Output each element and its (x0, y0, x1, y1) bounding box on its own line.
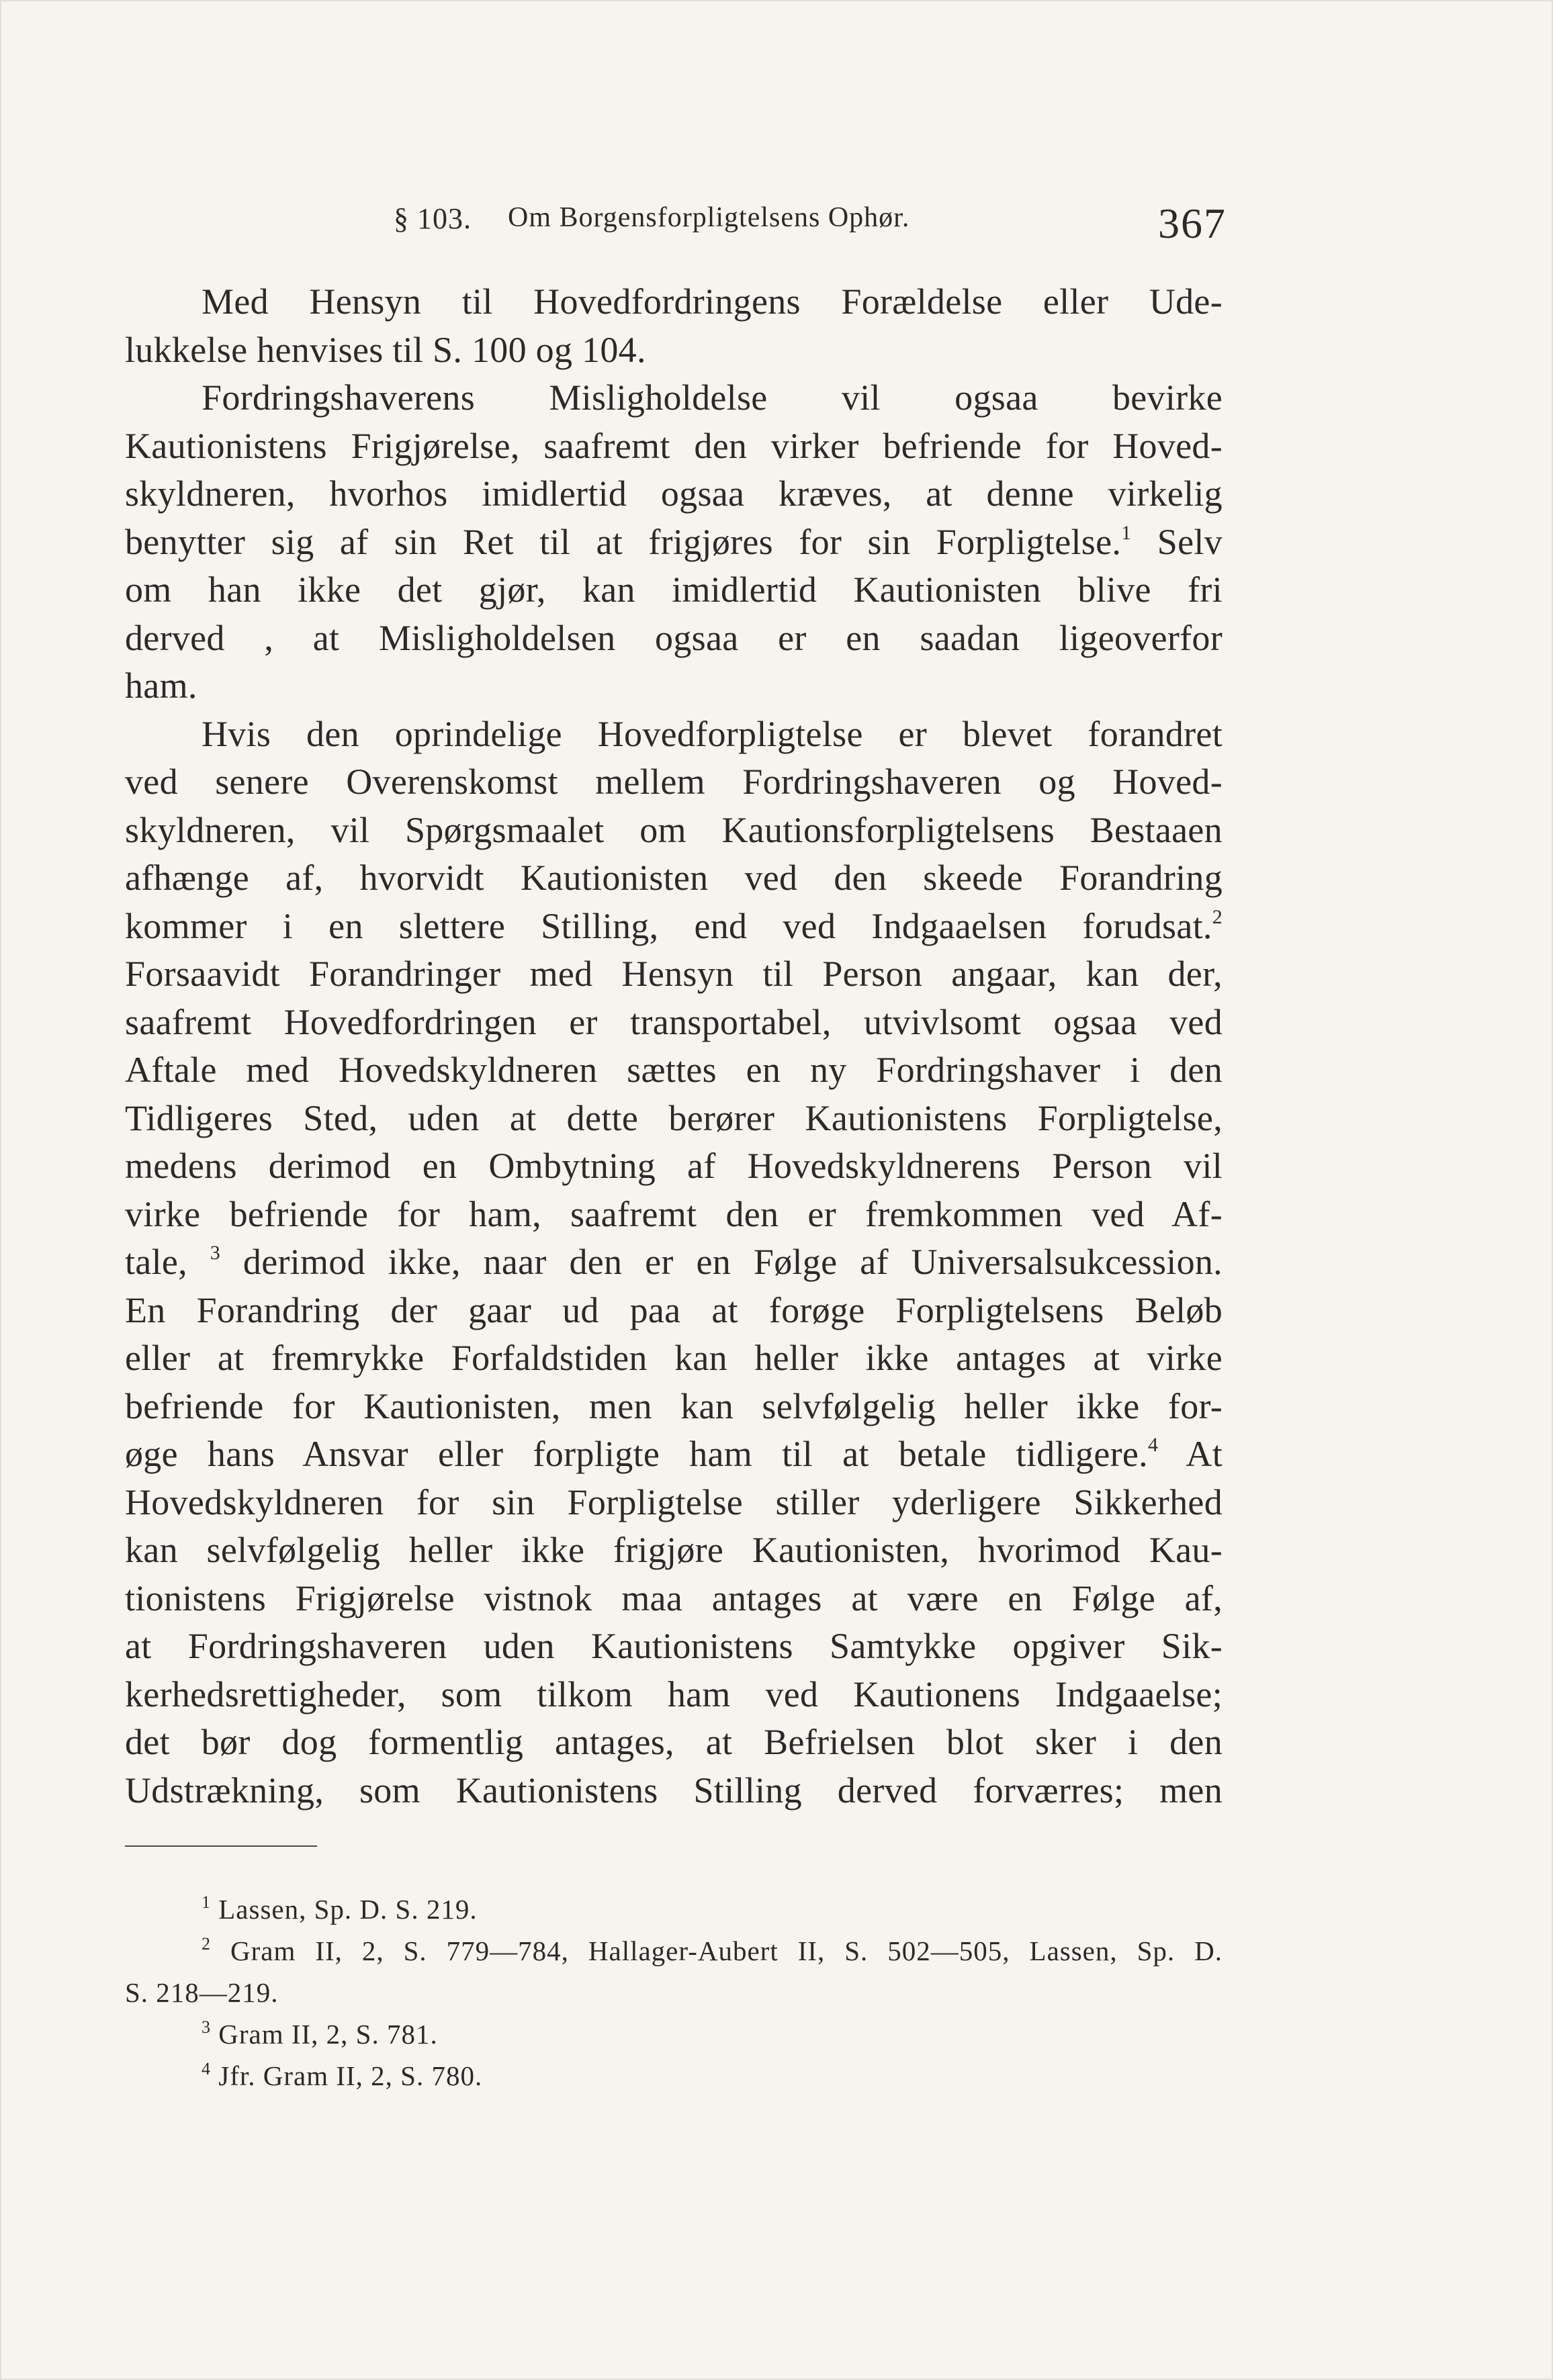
footnote-text: Jfr. Gram II, 2, S. 780. (218, 2060, 483, 2091)
text-line (125, 1238, 1223, 1287)
text-line (125, 518, 1223, 567)
text-segment: derimod ikke, naar den er en Følge af Universalsukcession. (242, 1242, 1223, 1282)
text-line: medens derimod en Ombytning af Hovedskyldnerens Person vil (125, 1146, 1223, 1186)
text-line: eller at fremrykke Forfaldstiden kan heller ikke antages at virke (125, 1338, 1223, 1378)
text-line: skyldneren, vil Spørgsmaalet om Kautionsforpligtelsens Bestaaen (125, 809, 1223, 850)
text-segment: Selv (1157, 521, 1223, 562)
text-line: kerhedsrettigheder, som tilkom ham ved Kautionens Indgaaelse; (125, 1674, 1223, 1714)
running-title: Om Borgensforpligtelsens Ophør. (508, 202, 910, 233)
footnote-continuation: S. 218—219. (125, 1977, 279, 2008)
footnote-text: Gram II, 2, S. 779—784, Hallager-Aubert II, S. 502—505, Lassen, Sp. D. (230, 1935, 1223, 1966)
text-line: befriende for Kautionisten, men kan selvfølgelig heller ikke for- (125, 1385, 1223, 1426)
section-number: § 103. (394, 202, 472, 235)
text-line: skyldneren, hvorhos imidlertid ogsaa kræves, at denne virkelig (125, 473, 1223, 514)
footnote-mark: 2 (1212, 905, 1223, 928)
footnote-mark: 4 (1147, 1434, 1159, 1456)
text-line: ham. (125, 666, 197, 706)
page-number: 367 (1158, 199, 1227, 247)
text-line: Hovedskyldneren for sin Forpligtelse stiller yderligere Sikkerhed (125, 1481, 1223, 1522)
text-line: Udstrækning, som Kautionistens Stilling derved forværres; men (125, 1770, 1223, 1811)
text-line: virke befriende for ham, saafremt den er fremkommen ved Af- (125, 1193, 1223, 1234)
text-segment: benytter sig af sin Ret til at frigjøres for sin Forpligtelse. (125, 521, 1122, 562)
text-segment: At (1186, 1434, 1223, 1474)
text-line (125, 1430, 1223, 1479)
footnote (125, 2055, 1223, 2097)
footnote (125, 2013, 1223, 2055)
footnote-mark: 1 (1121, 521, 1132, 544)
text-segment: øge hans Ansvar eller forpligte ham til at betale tidligere. (125, 1434, 1148, 1474)
text-line: Forsaavidt Forandringer med Hensyn til Person angaar, kan der, (125, 954, 1223, 994)
text-line: at Fordringshaveren uden Kautionistens Samtykke opgiver Sik- (125, 1626, 1223, 1666)
footnote (125, 1888, 1223, 1930)
text-line: derved , at Misligholdelsen ogsaa er en saadan ligeoverfor (125, 617, 1223, 658)
footnote-text: Gram II, 2, S. 781. (218, 2019, 438, 2050)
text-line: ved senere Overenskomst mellem Fordringshaveren og Hoved- (125, 762, 1223, 802)
footnotes (125, 1888, 1223, 2097)
text-line: Aftale med Hovedskyldneren sættes en ny Fordringshaver i den (125, 1050, 1223, 1090)
text-line: tionistens Frigjørelse vistnok maa antages at være en Følge af, (125, 1577, 1223, 1618)
text-line: Tidligeres Sted, uden at dette berører Kautionistens Forpligtelse, (125, 1097, 1223, 1138)
footnote-text: Lassen, Sp. D. S. 219. (218, 1894, 478, 1925)
text-line: Fordringshaverens Misligholdelse vil ogsaa bevirke (202, 377, 1223, 418)
text-line: Kautionistens Frigjørelse, saafremt den virker befriende for Hoved- (125, 425, 1223, 466)
footnote-number: 1 (202, 1892, 211, 1912)
text-line: Hvis den oprindelige Hovedforpligtelse er blevet forandret (202, 713, 1223, 754)
body-text (125, 278, 1223, 1815)
running-header (394, 201, 1227, 248)
text-line: En Forandring der gaar ud paa at forøge Forpligtelsens Beløb (125, 1289, 1223, 1330)
text-line: saafremt Hovedfordringen er transportabel, utvivlsomt ogsaa ved (125, 1001, 1223, 1042)
footnote-number: 3 (202, 2017, 211, 2037)
text-line: Med Hensyn til Hovedfordringens Forældelse eller Ude- (202, 281, 1223, 322)
text-segment: kommer i en slettere Stilling, end ved Indgaaelsen forudsat. (125, 905, 1212, 946)
text-segment: tale, (125, 1242, 187, 1282)
text-line (125, 903, 1223, 951)
text-line: afhænge af, hvorvidt Kautionisten ved den skeede Forandring (125, 858, 1223, 898)
footnote-number: 4 (202, 2059, 211, 2078)
footnote-mark: 3 (210, 1242, 221, 1264)
footnote (125, 1930, 1223, 1972)
footnote-number: 2 (202, 1934, 211, 1954)
text-line: kan selvfølgelig heller ikke frigjøre Kautionisten, hvorimod Kau- (125, 1530, 1223, 1570)
footnote-divider (125, 1845, 317, 1847)
text-line: om han ikke det gjør, kan imidlertid Kautionisten blive fri (125, 569, 1223, 610)
text-line: lukkelse henvises til S. 100 og 104. (125, 329, 646, 370)
text-line: det bør dog formentlig antages, at Befrielsen blot sker i den (125, 1722, 1223, 1762)
